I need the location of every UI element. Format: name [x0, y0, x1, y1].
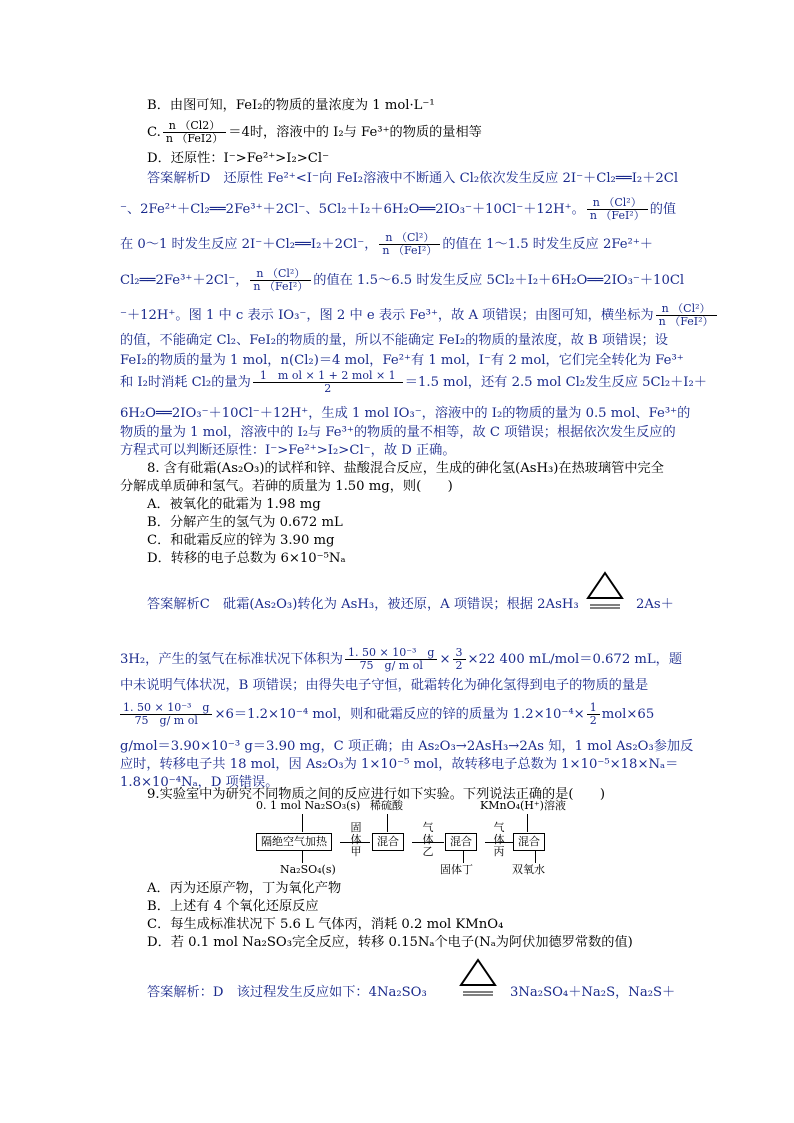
- q9-answer-line-1-end: 3Na₂SO₄＋Na₂S，Na₂S＋: [510, 985, 676, 1000]
- q7-answer-line-2: ⁻、2Fe²⁺＋Cl₂══2Fe³⁺＋2Cl⁻、5Cl₂＋I₂＋6H₂O══2IO₃⁻＋10Cl⁻＋12H⁺。 $\frac{\text{n （Cl²）}}{\text{n （FeI²）}}$ 的值: [120, 196, 677, 222]
- q7-answer-line-7: FeI₂的物质的量为 1 mol，n(Cl₂)＝4 mol，Fe²⁺有 1 mol，I⁻有 2 mol，它们完全转化为 Fe³⁺: [120, 353, 684, 368]
- q9-stem: 9.实验室中为研究不同物质之间的反应进行如下实验。下列说法正确的是( ): [147, 787, 606, 802]
- q9-option-c: C．每生成标准状况下 5.6 L 气体丙，消耗 0.2 mol KMnO₄: [147, 917, 504, 932]
- arrow-down-3: [527, 814, 528, 832]
- q9-flow-diagram: [250, 800, 570, 880]
- q8-answer-line-2: 3H₂，产生的氢气在标准状况下体积为 $\frac{\text{1. 50 × 10⁻³ g}}{\text{75 g/ m ol}}$ × $\frac{3}{2}$ ×22 400 mL/mol＝0.672 mL，题: [120, 646, 683, 672]
- q7-answer-line-1: 答案解析D 还原性 Fe²⁺<I⁻向 FeI₂溶液中不断通入 Cl₂依次发生反应 2I⁻＋Cl₂══I₂＋2Cl: [147, 171, 679, 186]
- flow-bottom-2: 固体丁: [440, 863, 473, 876]
- q7-option-d: D．还原性：I⁻>Fe²⁺>I₂>Cl⁻: [147, 151, 330, 166]
- flow-bottom-3: 双氧水: [512, 863, 545, 876]
- q7-answer-line-11: 方程式可以判断还原性：I⁻>Fe²⁺>I₂>Cl⁻，故 D 正确。: [120, 443, 456, 458]
- arrow-down-4: [302, 851, 303, 863]
- heat-triangle-icon: [585, 570, 625, 610]
- q8-answer-line-6: 应时，转移电子共 18 mol，因 As₂O₃为 1×10⁻⁵ mol，故转移电子总数为 1×10⁻⁵×18×Nₐ＝: [120, 757, 679, 772]
- flow-bottom-1: Na₂SO₄(s): [280, 863, 336, 876]
- q8-stem-1: 8. 含有砒霜(As₂O₃)的试样和锌、盐酸混合反应，生成的砷化氢(AsH₃)在热玻璃管中完全: [147, 461, 664, 476]
- q7-c-fraction: $\frac{n (Cl2)}{\text{n （FeI2）}}$: [163, 120, 226, 145]
- heat-triangle-icon-2: [458, 957, 498, 997]
- flow-box-mix-3: 混合: [513, 833, 545, 851]
- flow-top-reagent-2: 稀硫酸: [370, 799, 403, 812]
- q7-answer-line-5: ⁻＋12H⁺。图 1 中 c 表示 IO₃⁻，图 2 中 e 表示 Fe³⁺，故 A 项错误；由图可知，横坐标为 $\frac{\text{n （Cl²）}}{\text{n （FeI²）}}$: [120, 303, 719, 328]
- q8-option-d: D．转移的电子总数为 6×10⁻⁵Nₐ: [147, 551, 346, 566]
- flow-gas-bing: 气 体 丙: [493, 821, 505, 858]
- q9-answer-line-1: 答案解析：D 该过程发生反应如下：4Na₂SO₃: [147, 985, 427, 1000]
- flow-gas-yi: 气 体 乙: [422, 821, 434, 858]
- q8-answer-line-1: 答案解析C 砒霜(As₂O₃)转化为 AsH₃，被还原，A 项错误；根据 2AsH₃: [147, 597, 579, 612]
- q7-answer-line-6: 的值，不能确定 Cl₂、FeI₂的物质的量，所以不能确定 FeI₂的物质的量浓度，故 B 项错误；设: [120, 333, 668, 348]
- flow-box-mix-2: 混合: [445, 833, 477, 851]
- flow-top-reagent-3: KMnO₄(H⁺)溶液: [480, 799, 566, 812]
- flow-solid-jia: 固 体 甲: [350, 821, 362, 858]
- q8-answer-line-5: g/mol＝3.90×10⁻³ g＝3.90 mg，C 项正确；由 As₂O₃→2AsH₃→2As 知，1 mol As₂O₃参加反: [120, 739, 694, 754]
- q8-option-a: A．被氧化的砒霜为 1.98 mg: [147, 497, 321, 512]
- q8-answer-line-7: 1.8×10⁻⁴Nₐ，D 项错误。: [120, 775, 279, 790]
- q8-stem-2: 分解成单质砷和氢气。若砷的质量为 1.50 mg，则( ): [120, 479, 453, 494]
- q7-option-b: B．由图可知，FeI₂的物质的量浓度为 1 mol·L⁻¹: [147, 98, 435, 113]
- q9-option-d: D．若 0.1 mol Na₂SO₃完全反应，转移 0.15Nₐ个电子(Nₐ为阿伏加德罗常数的值): [147, 935, 633, 950]
- q8-answer-line-3: 中未说明气体状况，B 项错误；由得失电子守恒，砒霜转化为砷化氢得到电子的物质的量是: [120, 678, 649, 693]
- q8-option-b: B．分解产生的氢气为 0.672 mL: [147, 515, 343, 530]
- q7-answer-line-3: 在 0～1 时发生反应 2I⁻＋Cl₂══I₂＋2Cl⁻， $\frac{\text{n （Cl²）}}{\text{n （FeI²）}}$ 的值在 1～1.5 时发生反应 2Fe²⁺＋: [120, 231, 653, 257]
- flow-box-mix-1: 混合: [372, 833, 404, 851]
- flow-top-reagent-1: 0. 1 mol Na₂SO₃(s): [256, 799, 361, 812]
- arrow-up-6: [535, 851, 536, 863]
- q7-answer-line-9: 6H₂O══2IO₃⁻＋10Cl⁻＋12H⁺，生成 1 mol IO₃⁻，溶液中的 I₂的物质的量为 0.5 mol、Fe³⁺的: [120, 406, 691, 421]
- q7-answer-line-10: 物质的量为 1 mol，溶液中的 I₂与 Fe³⁺的物质的量不相等，故 C 项错误；根据依次发生反应的: [120, 425, 676, 440]
- q7-option-c: C. $\frac{n (Cl2)}{\text{n （FeI2）}}$ ＝4时，溶液中的 I₂与 Fe³⁺的物质的量相等: [147, 119, 482, 145]
- q8-answer-line-4: $\frac{\text{1. 50 × 10⁻³ g}}{\text{75 g/ m ol}}$ ×6＝1.2×10⁻⁴ mol，则和砒霜反应的锌的质量为 1.2×10⁻⁴× $\frac{1}{2}$ mol×65: [120, 702, 654, 727]
- q8-option-c: C．和砒霜反应的锌为 3.90 mg: [147, 533, 335, 548]
- q7-answer-line-4: Cl₂══2Fe³⁺＋2Cl⁻， $\frac{\text{n （Cl²）}}{\text{n （FeI²）}}$ 的值在 1.5～6.5 时发生反应 5Cl₂＋I₂＋6H₂O══2IO₃⁻＋10Cl: [120, 267, 685, 293]
- q7-answer-line-8: 和 I₂时消耗 Cl₂的量为 $\frac{\text{1 m ol × 1 + 2 mol × 1}}{2}$ ＝1.5 mol，还有 2.5 mol Cl₂发生反应 5Cl₂＋I₂＋: [120, 369, 707, 395]
- flow-box-heat: 隔绝空气加热: [256, 833, 332, 851]
- q9-option-a: A．丙为还原产物，丁为氧化产物: [147, 881, 342, 896]
- q9-option-b: B．上述有 4 个氧化还原反应: [147, 899, 319, 914]
- arrow-down-1: [302, 814, 303, 832]
- arrow-down-2: [387, 814, 388, 832]
- arrow-down-5: [463, 851, 464, 863]
- q8-answer-line-1-end: 2As＋: [636, 597, 674, 612]
